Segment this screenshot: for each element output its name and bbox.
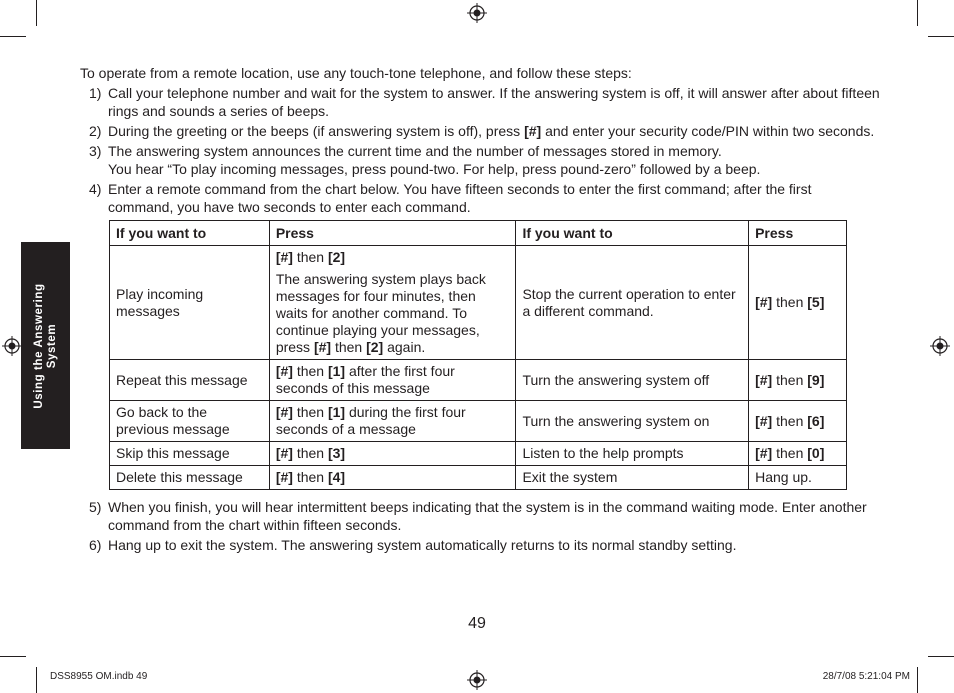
steps-list-1-4 [80,84,880,216]
table-cell-press: [#] then [6] [749,401,847,442]
table-cell-want: Go back to the previous message [110,401,270,442]
registration-mark-bottom-icon [467,670,487,690]
crop-mark-top-right-v [917,0,918,26]
step-5: 5) When you finish, you will hear intermittent beeps indicating that the system is in the command waiting mode. Enter another command from the chart within fifteen seconds. [89,499,867,533]
registration-mark-top-icon [467,3,487,23]
table-cell-press: [#] then [2] The answering system plays back messages for four minutes, then waits for another command. To continue playing your messages, press [#] then [2] again. [269,246,516,360]
table-cell-want: Delete this message [110,466,270,490]
step-3: 3) The answering system announces the current time and the number of messages stored in memory. You hear “To play incoming messages, press pound-two. For help, press pound-zero” followed by a beep. [89,143,761,177]
table-cell-press: [#] then [5] [749,246,847,360]
page-content [80,64,880,556]
crop-mark-bottom-right-v [917,667,918,693]
crop-mark-top-left-h [0,36,26,37]
registration-mark-left-icon [2,336,22,356]
table-cell-want: Stop the current operation to enter a different command. [516,246,749,360]
table-cell-press: [#] then [1] after the first four seconds of this message [269,360,516,401]
column-header-press-2: Press [749,221,847,246]
intro-text: To operate from a remote location, use any touch-tone telephone, and follow these steps: [80,65,632,81]
step-2: 2) During the greeting or the beeps (if answering system is off), press [#] and enter your security code/PIN within two seconds. [89,123,875,139]
step-1: 1) Call your telephone number and wait for the system to answer. If the answering system is off, it will answer after about fifteen rings and sounds a series of beeps. [89,85,880,119]
column-header-press-1: Press [269,221,516,246]
table-cell-want: Repeat this message [110,360,270,401]
registration-mark-right-icon [930,336,950,356]
step-4: 4) Enter a remote command from the chart below. You have fifteen seconds to enter the first command; after the first command, you have two seconds to enter each command. [89,181,812,215]
table-cell-want: Turn the answering system off [516,360,749,401]
step-6: 6) Hang up to exit the system. The answering system automatically returns to its normal standby setting. [89,537,737,553]
steps-list-5-6 [80,498,880,554]
crop-mark-bottom-right-h [928,656,954,657]
footer-timestamp: 28/7/08 5:21:04 PM [822,671,910,682]
table-cell-want: Listen to the help prompts [516,442,749,466]
table-row [110,442,847,466]
crop-mark-bottom-left-h [0,656,26,657]
crop-mark-top-right-h [928,36,954,37]
footer-file-info: DSS8955 OM.indb 49 [50,671,148,682]
table-cell-press: [#] then [1] during the first four seconds of a message [269,401,516,442]
table-header-row [110,221,847,246]
column-header-want-2: If you want to [516,221,749,246]
column-header-want-1: If you want to [110,221,270,246]
table-row [110,466,847,490]
table-cell-want: Play incoming messages [110,246,270,360]
crop-mark-bottom-left-v [36,667,37,693]
table-row [110,360,847,401]
section-side-tab-label: Using the Answering System [32,282,58,409]
table-row [110,401,847,442]
table-cell-press: Hang up. [749,466,847,490]
remote-command-table [109,220,847,490]
table-cell-want: Turn the answering system on [516,401,749,442]
table-cell-press: [#] then [3] [269,442,516,466]
crop-mark-top-left-v [36,0,37,26]
table-row [110,246,847,360]
table-cell-press: [#] then [9] [749,360,847,401]
page-number: 49 [468,615,486,632]
table-cell-want: Skip this message [110,442,270,466]
table-cell-want: Exit the system [516,466,749,490]
section-side-tab [21,242,70,449]
table-cell-press: [#] then [0] [749,442,847,466]
table-cell-press: [#] then [4] [269,466,516,490]
